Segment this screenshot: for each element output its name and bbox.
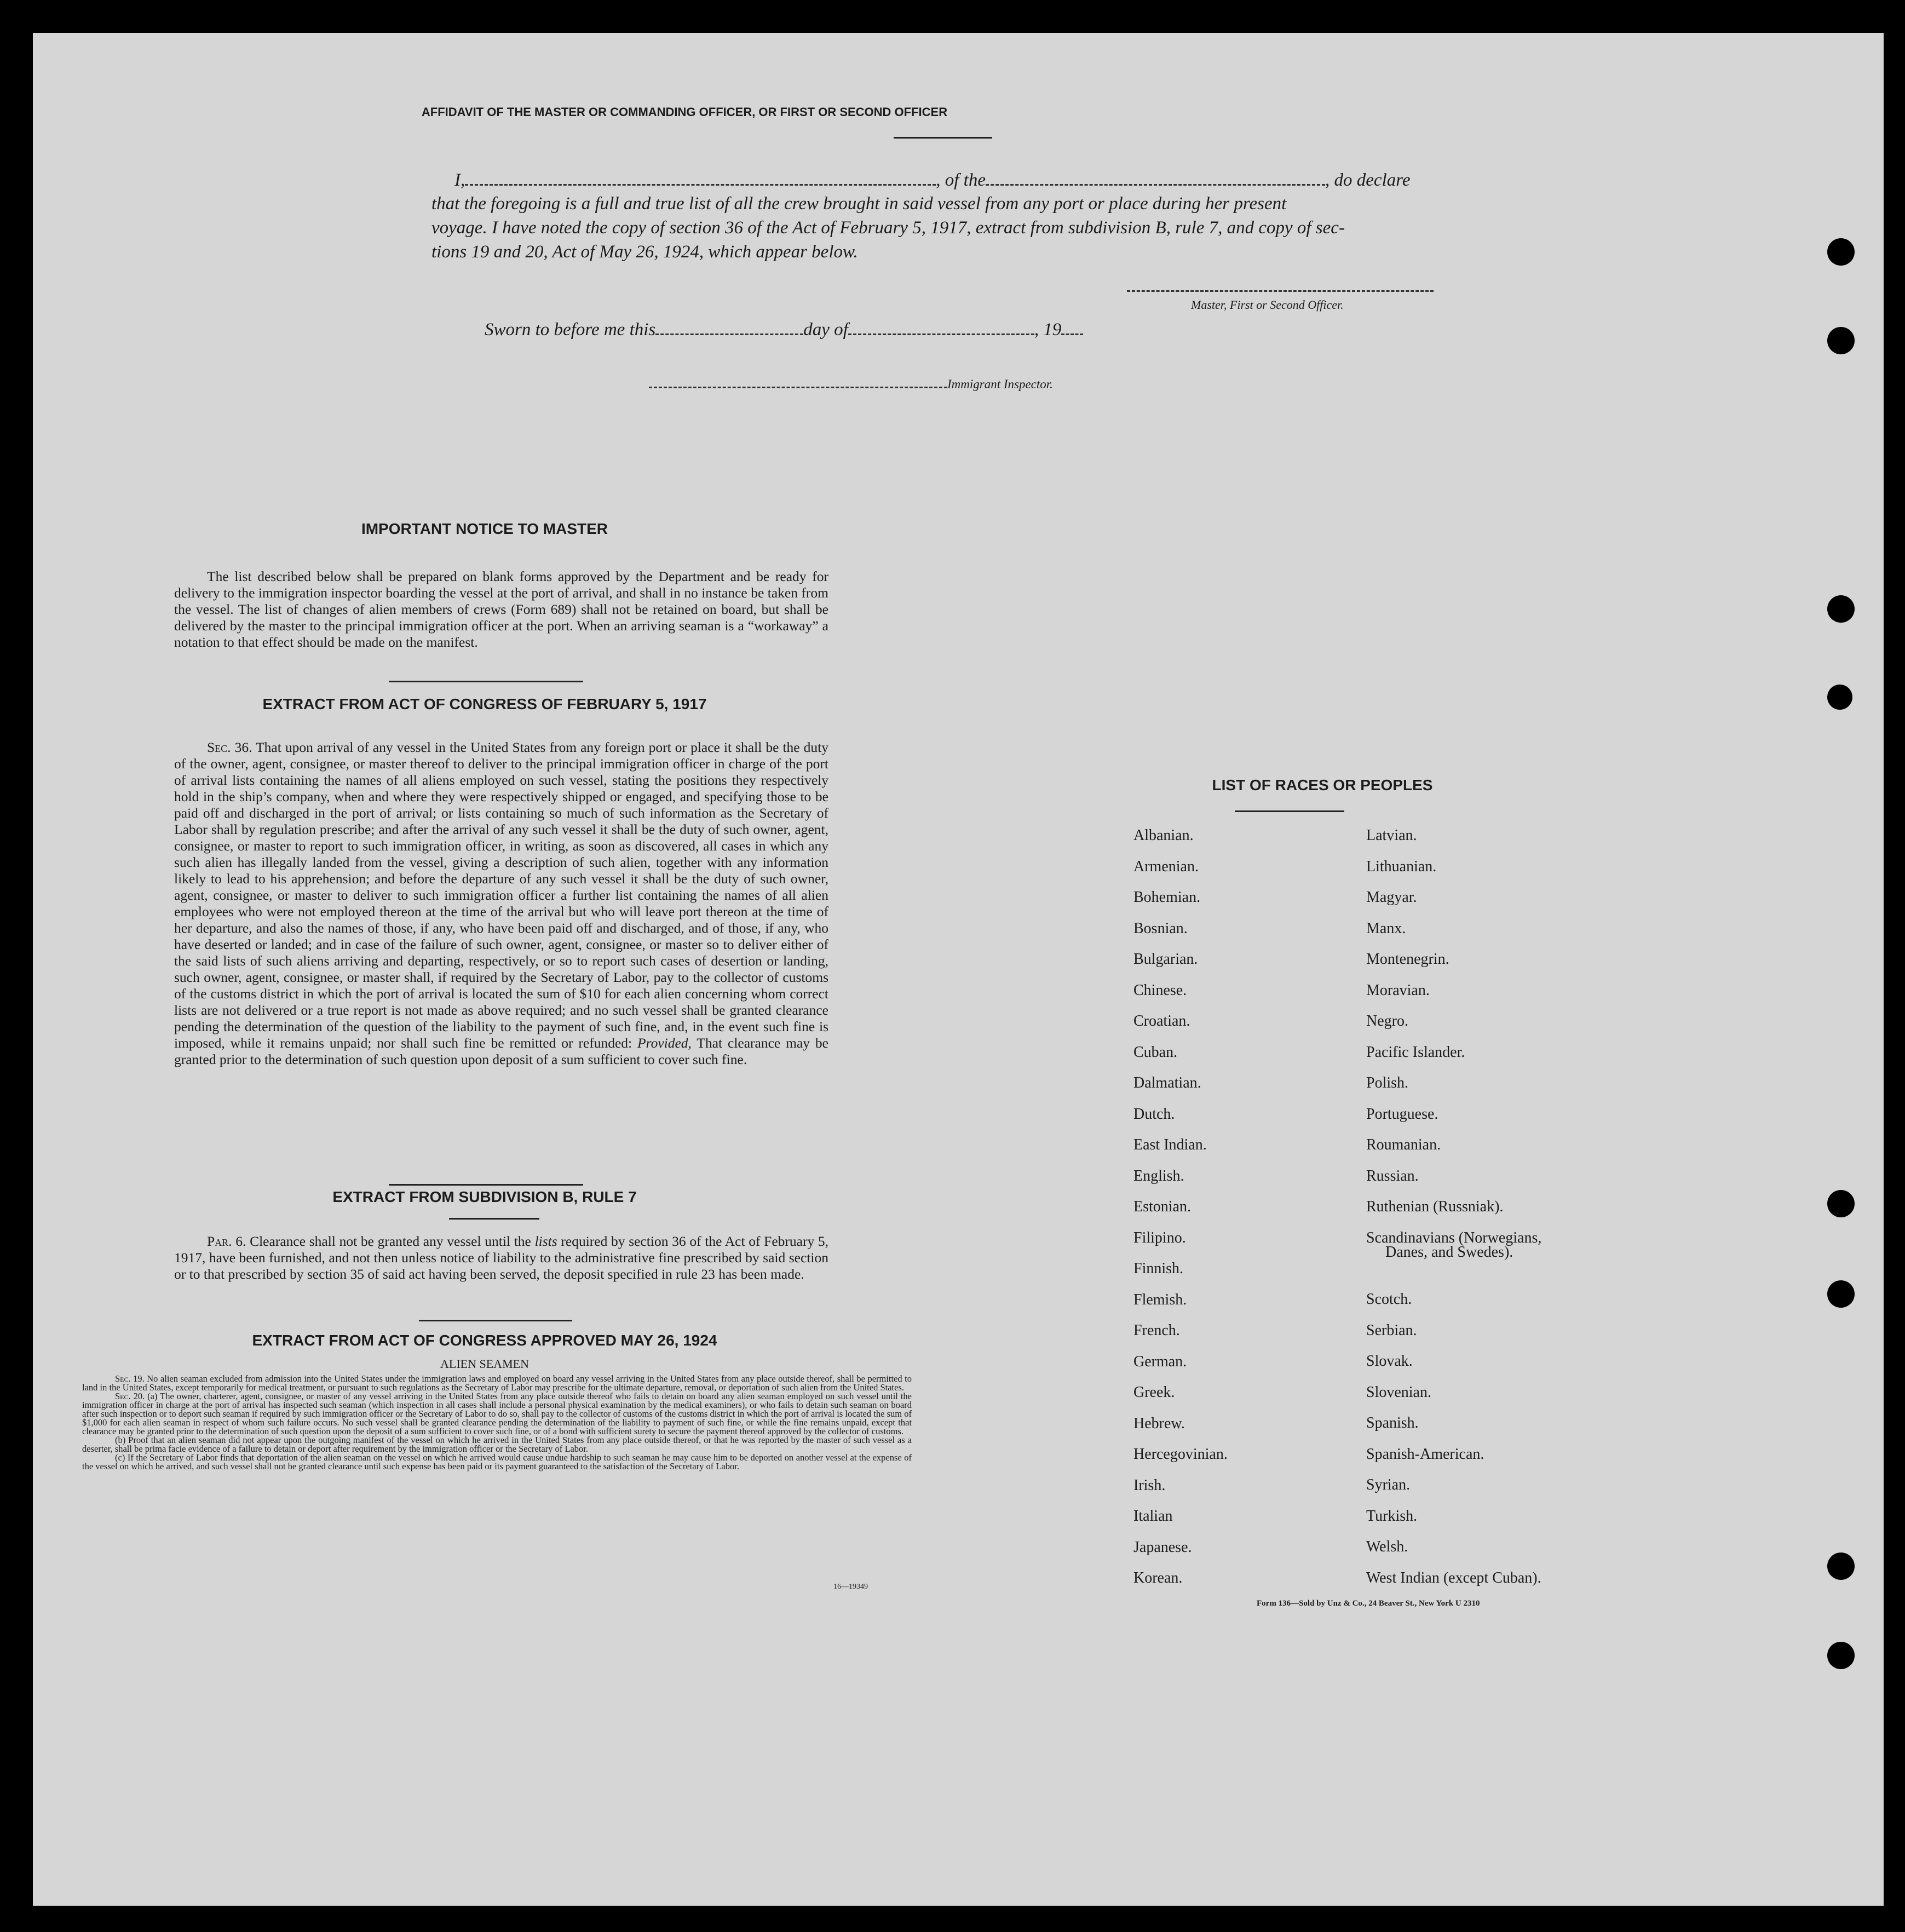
declaration-line-3: tions 19 and 20, Act of May 26, 1924, which appear below. — [431, 242, 858, 262]
master-signature-line[interactable] — [1127, 290, 1434, 292]
extract-rule7-title: EXTRACT FROM SUBDIVISION B, RULE 7 — [332, 1188, 637, 1205]
sworn-day-blank[interactable] — [655, 315, 803, 335]
sec-20-label: Sec. 20. — [115, 1391, 145, 1401]
binder-hole — [1827, 685, 1852, 710]
title-underline — [894, 137, 992, 139]
race-item: Albanian. — [1133, 827, 1194, 844]
master-signature-label: Master, First or Second Officer. — [1191, 298, 1344, 312]
race-item: Bohemian. — [1133, 889, 1201, 906]
race-item: Spanish-American. — [1366, 1445, 1484, 1463]
extract-1924-text — [82, 1375, 912, 1471]
race-item: Dalmatian. — [1133, 1074, 1201, 1091]
inspector-line — [649, 374, 1053, 392]
race-item: Flemish. — [1133, 1291, 1187, 1308]
i-label: I, — [454, 170, 465, 190]
race-item: Spanish. — [1366, 1415, 1419, 1431]
sec-19-body: No alien seaman excluded from admission into the United States under the immigration laws and employed on board any vessel arriving in the United States from any place outside thereof, shall be permitted to land in the United States, except temporarily for medical treatment, or pursuant to such regulations as the Secretary of Labor may prescribe for the ultimate departure, removal, or deportation of such alien from the United States. — [82, 1373, 912, 1393]
sec-20b: (b) Proof that an alien seaman did not appear upon the outgoing manifest of the vessel on which he arrived in the United States from any place outside thereof, or that he was reported by the master of such vessel as a deserter, shall be prima facie evidence of a failure to detain or deport after requirement by the immigration officer or the Secretary of Labor. — [82, 1435, 912, 1454]
sworn-year-blank[interactable] — [1061, 315, 1083, 335]
race-item: Filipino. — [1133, 1229, 1186, 1246]
race-item: Magyar. — [1366, 889, 1417, 906]
declaration-fill-line — [454, 166, 1495, 192]
par-6-body-b: required by section 36 of the Act of February 5, 1917, have been furnished, and not then unless notice of liability to the administrative fine prescribed by said section or to that prescribed by section 35 of said act having been served, the deposit specified in rule 23 has been made. — [174, 1233, 829, 1282]
binder-hole — [1827, 1190, 1855, 1217]
race-item: Moravian. — [1366, 981, 1430, 999]
declaration-line-2: voyage. I have noted the copy of section 36 of the Act of February 5, 1917, extract from subdivision B, rule 7, and copy of sec- — [431, 218, 1345, 238]
sec-20a — [82, 1392, 912, 1436]
race-item: Roumanian. — [1366, 1136, 1441, 1153]
race-item: Montenegrin. — [1366, 951, 1449, 968]
race-item: Welsh. — [1366, 1538, 1408, 1555]
notice-title: IMPORTANT NOTICE TO MASTER — [361, 520, 608, 537]
race-item: Slovak. — [1366, 1353, 1413, 1370]
races-underline — [1235, 810, 1344, 812]
sworn-label: Sworn to before me this — [485, 320, 656, 340]
race-item: Hercegovinian. — [1133, 1446, 1228, 1463]
binder-hole — [1827, 238, 1855, 266]
race-item: Finnish. — [1133, 1260, 1184, 1277]
inspector-label: Immigrant Inspector. — [947, 377, 1053, 391]
sec-36-body: That upon arrival of any vessel in the United States from any foreign port or place it shall be the duty of the owner, agent, consignee, or master thereof to deliver to the principal immigration officer in charge of the port of arrival lists containing the names of all aliens employed on such vessel, stating the positions they respectively hold in the ship’s company, when and where they were respectively shipped or engaged, and specifying those to be paid off and discharged in the port of arrival; or lists containing so much of such information as the Secretary of Labor shall by regulation prescribe; and after the arrival of any such vessel it shall be the duty of such owner, agent, consignee, or master to report to such immigration officer, in writing, as soon as discovered, all cases in which any such alien has illegally landed from the vessel, giving a description of such alien, together with any information likely to lead to his apprehension; and before the departure of any such vessel it shall be the duty of such owner, agent, consignee, or master to deliver to such immigration officer a further list containing the names of all alien employees who were not employed thereon at the time of the arrival but who will leave port thereon at the time of her departure, and also the names of those, if any, who have been paid off and discharged, and of those, if any, who have deserted or landed; and in case of the failure of such owner, agent, consignee, or master so to deliver either of the said lists of such aliens arriving and departing, respectively, or so to report such cases of desertion or landing, such owner, agent, consignee, or master shall, if required by the Secretary of Labor, pay to the collector of customs of the customs district in which the port of arrival is located the sum of $10 for each alien concerning whom correct lists are not delivered or a true report is not made as above required; and no such vessel shall be granted clearance pending the determination of the question of the liability to the payment of such fine, and, in the event such fine is imposed, while it remains unpaid; nor shall such fine be remitted or refunded: — [174, 739, 828, 1051]
race-item: Hebrew. — [1133, 1415, 1185, 1432]
form-note: Form 136—Sold by Unz & Co., 24 Beaver St., New York U 2310 — [1257, 1599, 1480, 1608]
declaration-line-1: that the foregoing is a full and true list of all the crew brought in said vessel from any port or place during her present — [431, 194, 1287, 214]
sec-19-label: Sec. 19. — [115, 1373, 145, 1384]
binder-hole — [1827, 327, 1855, 354]
binder-hole — [1827, 595, 1855, 623]
extract-1917-text — [174, 739, 828, 1068]
race-item: West Indian (except Cuban). — [1366, 1569, 1541, 1586]
lists-word: lists — [534, 1233, 557, 1249]
race-item: Serbian. — [1366, 1321, 1417, 1339]
race-item: Latvian. — [1366, 827, 1417, 844]
race-item: Korean. — [1133, 1569, 1183, 1586]
vessel-blank[interactable] — [986, 166, 1325, 186]
race-item: German. — [1133, 1353, 1187, 1370]
extract-1924-title: EXTRACT FROM ACT OF CONGRESS APPROVED MAY 26, 1924 — [252, 1332, 717, 1349]
year-label: , 19 — [1034, 320, 1062, 340]
sec-20a-body: (a) The owner, charterer, agent, consignee, or master of any vessel arriving in the United States from any place outside thereof who fails to detain on board any alien seaman employed on such vessel until the immigration officer in charge at the port of arrival has inspected such seaman (which inspection in all cases shall include a personal physical examination by the medical examiners), or who fails to detain such seaman on board after such inspection or to deport such seaman if required by such immigration officer or the Secretary of Labor to do so, shall pay to the collector of customs of the customs district in which the port of arrival is located the sum of $1,000 for each alien seaman in respect of whom such failure occurs. No such vessel shall be granted clearance pending the determination of the liability to payment of such fine, or while the fine remains unpaid, except that clearance may be granted prior to the determination of such question upon the deposit of a sum sufficient to cover such fine, or of a bond with sufficient surety to secure the payment thereof approved by the collector of customs. — [82, 1391, 912, 1436]
of-the-label: , of the — [936, 170, 986, 190]
race-item: Dutch. — [1133, 1105, 1175, 1123]
race-item: Armenian. — [1133, 858, 1199, 875]
races-column-2 — [1366, 827, 1613, 1600]
race-item: Bosnian. — [1133, 919, 1188, 937]
sec-36-end: That clearance may be granted prior to the determination of such question upon deposit of a sum sufficient to cover such fine. — [174, 1035, 829, 1067]
extract-rule7-text — [174, 1233, 828, 1283]
divider-2 — [389, 1184, 583, 1186]
race-item: Pacific Islander. — [1366, 1043, 1465, 1061]
race-item: Turkish. — [1366, 1507, 1418, 1525]
race-item: Syrian. — [1366, 1476, 1411, 1493]
binder-hole — [1827, 1280, 1855, 1308]
race-item: Cuban. — [1133, 1043, 1178, 1061]
race-item: Italian — [1133, 1508, 1173, 1525]
race-item: Polish. — [1366, 1074, 1409, 1091]
name-blank[interactable] — [465, 166, 936, 186]
race-item: Russian. — [1366, 1167, 1419, 1185]
day-of-label: day of — [803, 320, 848, 340]
sworn-line — [485, 315, 1251, 342]
race-item: Irish. — [1133, 1476, 1166, 1494]
par-6-body-a: Clearance shall not be granted any vessel until the — [250, 1233, 531, 1249]
race-item: Croatian. — [1133, 1013, 1190, 1030]
binder-hole — [1827, 1642, 1855, 1669]
divider-1 — [389, 681, 583, 682]
sec-20c: (c) If the Secretary of Labor finds that deportation of the alien seaman on the vessel on which he arrived would cause undue hardship to such seaman he may cause him to be deported on another vessel at the expense of the vessel on which he arrived, and such vessel shall not be granted clearance until such expense has been paid or its payment guaranteed to the satisfaction of the Secretary of Labor. — [82, 1452, 912, 1471]
notice-text: The list described below shall be prepared on blank forms approved by the Department and be ready for delivery to the immigration inspector boarding the vessel at the port of arrival, and shall in no instance be taken from the vessel. The list of changes of alien members of crews (Form 689) shall not be retained on board, but shall be delivered by the master to the principal immigration officer at the port. When an arriving seaman is a “workaway” a notation to that effect should be made on the manifest. — [174, 568, 828, 650]
declaration-text — [431, 192, 1499, 264]
races-column-1 — [1133, 827, 1342, 1601]
divider-3 — [449, 1218, 539, 1220]
race-item: East Indian. — [1133, 1136, 1207, 1153]
race-item: Ruthenian (Russniak). — [1366, 1198, 1504, 1215]
race-item: Chinese. — [1133, 981, 1187, 999]
race-item: Greek. — [1133, 1384, 1175, 1401]
race-item: English. — [1133, 1167, 1184, 1185]
race-item: Slovenian. — [1366, 1383, 1431, 1401]
document-page — [33, 33, 1884, 1906]
races-title: LIST OF RACES OR PEOPLES — [1212, 777, 1433, 794]
sec-36-label: Sec. 36. — [207, 739, 252, 755]
race-item: Lithuanian. — [1366, 858, 1437, 875]
race-item: Scandinavians (Norwegians, — [1366, 1229, 1542, 1246]
do-declare-label: , do declare — [1325, 170, 1411, 190]
race-item: Negro. — [1366, 1013, 1408, 1030]
divider-4 — [419, 1320, 572, 1321]
sworn-month-blank[interactable] — [848, 315, 1034, 335]
affidavit-title: AFFIDAVIT OF THE MASTER OR COMMANDING OFFICER, OR FIRST OR SECOND OFFICER — [421, 105, 948, 119]
race-item: French. — [1133, 1322, 1180, 1339]
par-6-label: Par. 6. — [207, 1233, 246, 1249]
sec-19 — [82, 1375, 912, 1392]
provided-label: Provided, — [637, 1035, 692, 1051]
race-item: Japanese. — [1133, 1538, 1192, 1556]
race-item: Bulgarian. — [1133, 951, 1198, 968]
extract-1917-title: EXTRACT FROM ACT OF CONGRESS OF FEBRUARY 5, 1917 — [262, 695, 707, 712]
inspector-signature-blank[interactable] — [649, 374, 947, 388]
race-item: Scotch. — [1366, 1291, 1412, 1308]
race-item: Danes, and Swedes). — [1385, 1243, 1513, 1261]
print-code: 16—19349 — [833, 1583, 868, 1591]
binder-hole — [1827, 1553, 1855, 1580]
race-item: Portuguese. — [1366, 1105, 1438, 1123]
alien-seamen-subtitle: ALIEN SEAMEN — [440, 1357, 529, 1371]
race-item: Estonian. — [1133, 1198, 1191, 1215]
race-item: Manx. — [1366, 919, 1406, 937]
